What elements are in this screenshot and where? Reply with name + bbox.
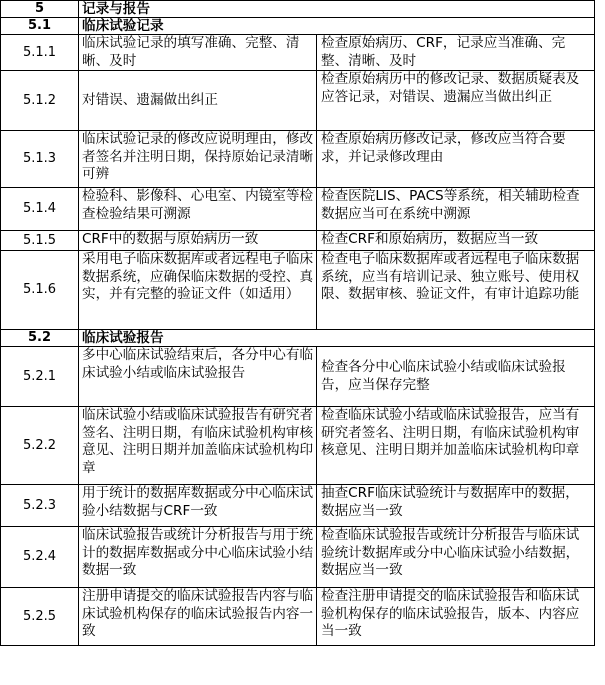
item-requirement: CRF中的数据与原始病历一致 [79,231,317,251]
item-requirement: 对错误、遗漏做出纠正 [79,71,317,131]
section-title: 记录与报告 [79,1,595,18]
item-requirement: 临床试验记录的修改应说明理由，修改者签名并注明日期，保持原始记录清晰可辨 [79,131,317,188]
subsection-number: 5.2 [1,330,79,347]
item-requirement: 临床试验记录的填写准确、完整、清晰、及时 [79,35,317,71]
item-requirement: 采用电子临床数据库或者远程电子临床数据系统，应确保临床数据的受控、真实，并有完整的验证文件（如适用） [79,251,317,330]
section-header-row [1,1,595,18]
item-number: 5.2.4 [1,527,79,588]
item-number: 5.1.4 [1,188,79,231]
item-method: 检查CRF和原始病历，数据应当一致 [317,231,595,251]
item-requirement: 临床试验报告或统计分析报告与用于统计的数据库数据或分中心临床试验小结数据一致 [79,527,317,588]
item-number: 5.2.2 [1,407,79,485]
item-method: 检查电子临床数据库或者远程电子临床数据系统，应当有培训记录、独立账号、使用权限、数据审核、验证文件，有审计追踪功能 [317,251,595,330]
table-row [1,231,595,251]
item-number: 5.1.2 [1,71,79,131]
item-requirement: 注册申请提交的临床试验报告内容与临床试验机构保存的临床试验报告内容一致 [79,588,317,646]
subsection-number: 5.1 [1,18,79,35]
item-method: 检查原始病历修改记录，修改应当符合要求，并记录修改理由 [317,131,595,188]
item-method: 检查各分中心临床试验小结或临床试验报告，应当保存完整 [317,347,595,407]
subsection-header-row [1,18,595,35]
item-method: 检查原始病历中的修改记录、数据质疑表及应答记录，对错误、遗漏应当做出纠正 [317,71,595,131]
table-row [1,527,595,588]
item-number: 5.1.6 [1,251,79,330]
item-number: 5.1.3 [1,131,79,188]
item-requirement: 检验科、影像科、心电室、内镜室等检查检验结果可溯源 [79,188,317,231]
item-requirement: 用于统计的数据库数据或分中心临床试验小结数据与CRF一致 [79,485,317,527]
subsection-title: 临床试验记录 [79,18,595,35]
table-row [1,188,595,231]
section-number: 5 [1,1,79,18]
table-row [1,251,595,330]
subsection-title: 临床试验报告 [79,330,595,347]
table-row [1,485,595,527]
item-method: 检查临床试验报告或统计分析报告与临床试验统计数据库或分中心临床试验小结数据，数据应当一致 [317,527,595,588]
item-number: 5.2.5 [1,588,79,646]
item-number: 5.1.1 [1,35,79,71]
item-requirement: 多中心临床试验结束后，各分中心有临床试验小结或临床试验报告 [79,347,317,407]
item-method: 抽查CRF临床试验统计与数据库中的数据，数据应当一致 [317,485,595,527]
table-row [1,588,595,646]
table-body [1,1,595,646]
subsection-header-row [1,330,595,347]
table-row [1,71,595,131]
item-number: 5.1.5 [1,231,79,251]
item-method: 检查医院LIS、PACS等系统，相关辅助检查数据应当可在系统中溯源 [317,188,595,231]
item-requirement: 临床试验小结或临床试验报告有研究者签名、注明日期，有临床试验机构审核意见、注明日期并加盖临床试验机构印章 [79,407,317,485]
table-row [1,131,595,188]
item-number: 5.2.3 [1,485,79,527]
item-method: 检查注册申请提交的临床试验报告和临床试验机构保存的临床试验报告，版本、内容应当一致 [317,588,595,646]
item-method: 检查临床试验小结或临床试验报告，应当有研究者签名、注明日期，有临床试验机构审核意见、注明日期并加盖临床试验机构印章 [317,407,595,485]
table-row [1,35,595,71]
item-number: 5.2.1 [1,347,79,407]
table-row [1,347,595,407]
table-row [1,407,595,485]
item-method: 检查原始病历、CRF，记录应当准确、完整、清晰、及时 [317,35,595,71]
